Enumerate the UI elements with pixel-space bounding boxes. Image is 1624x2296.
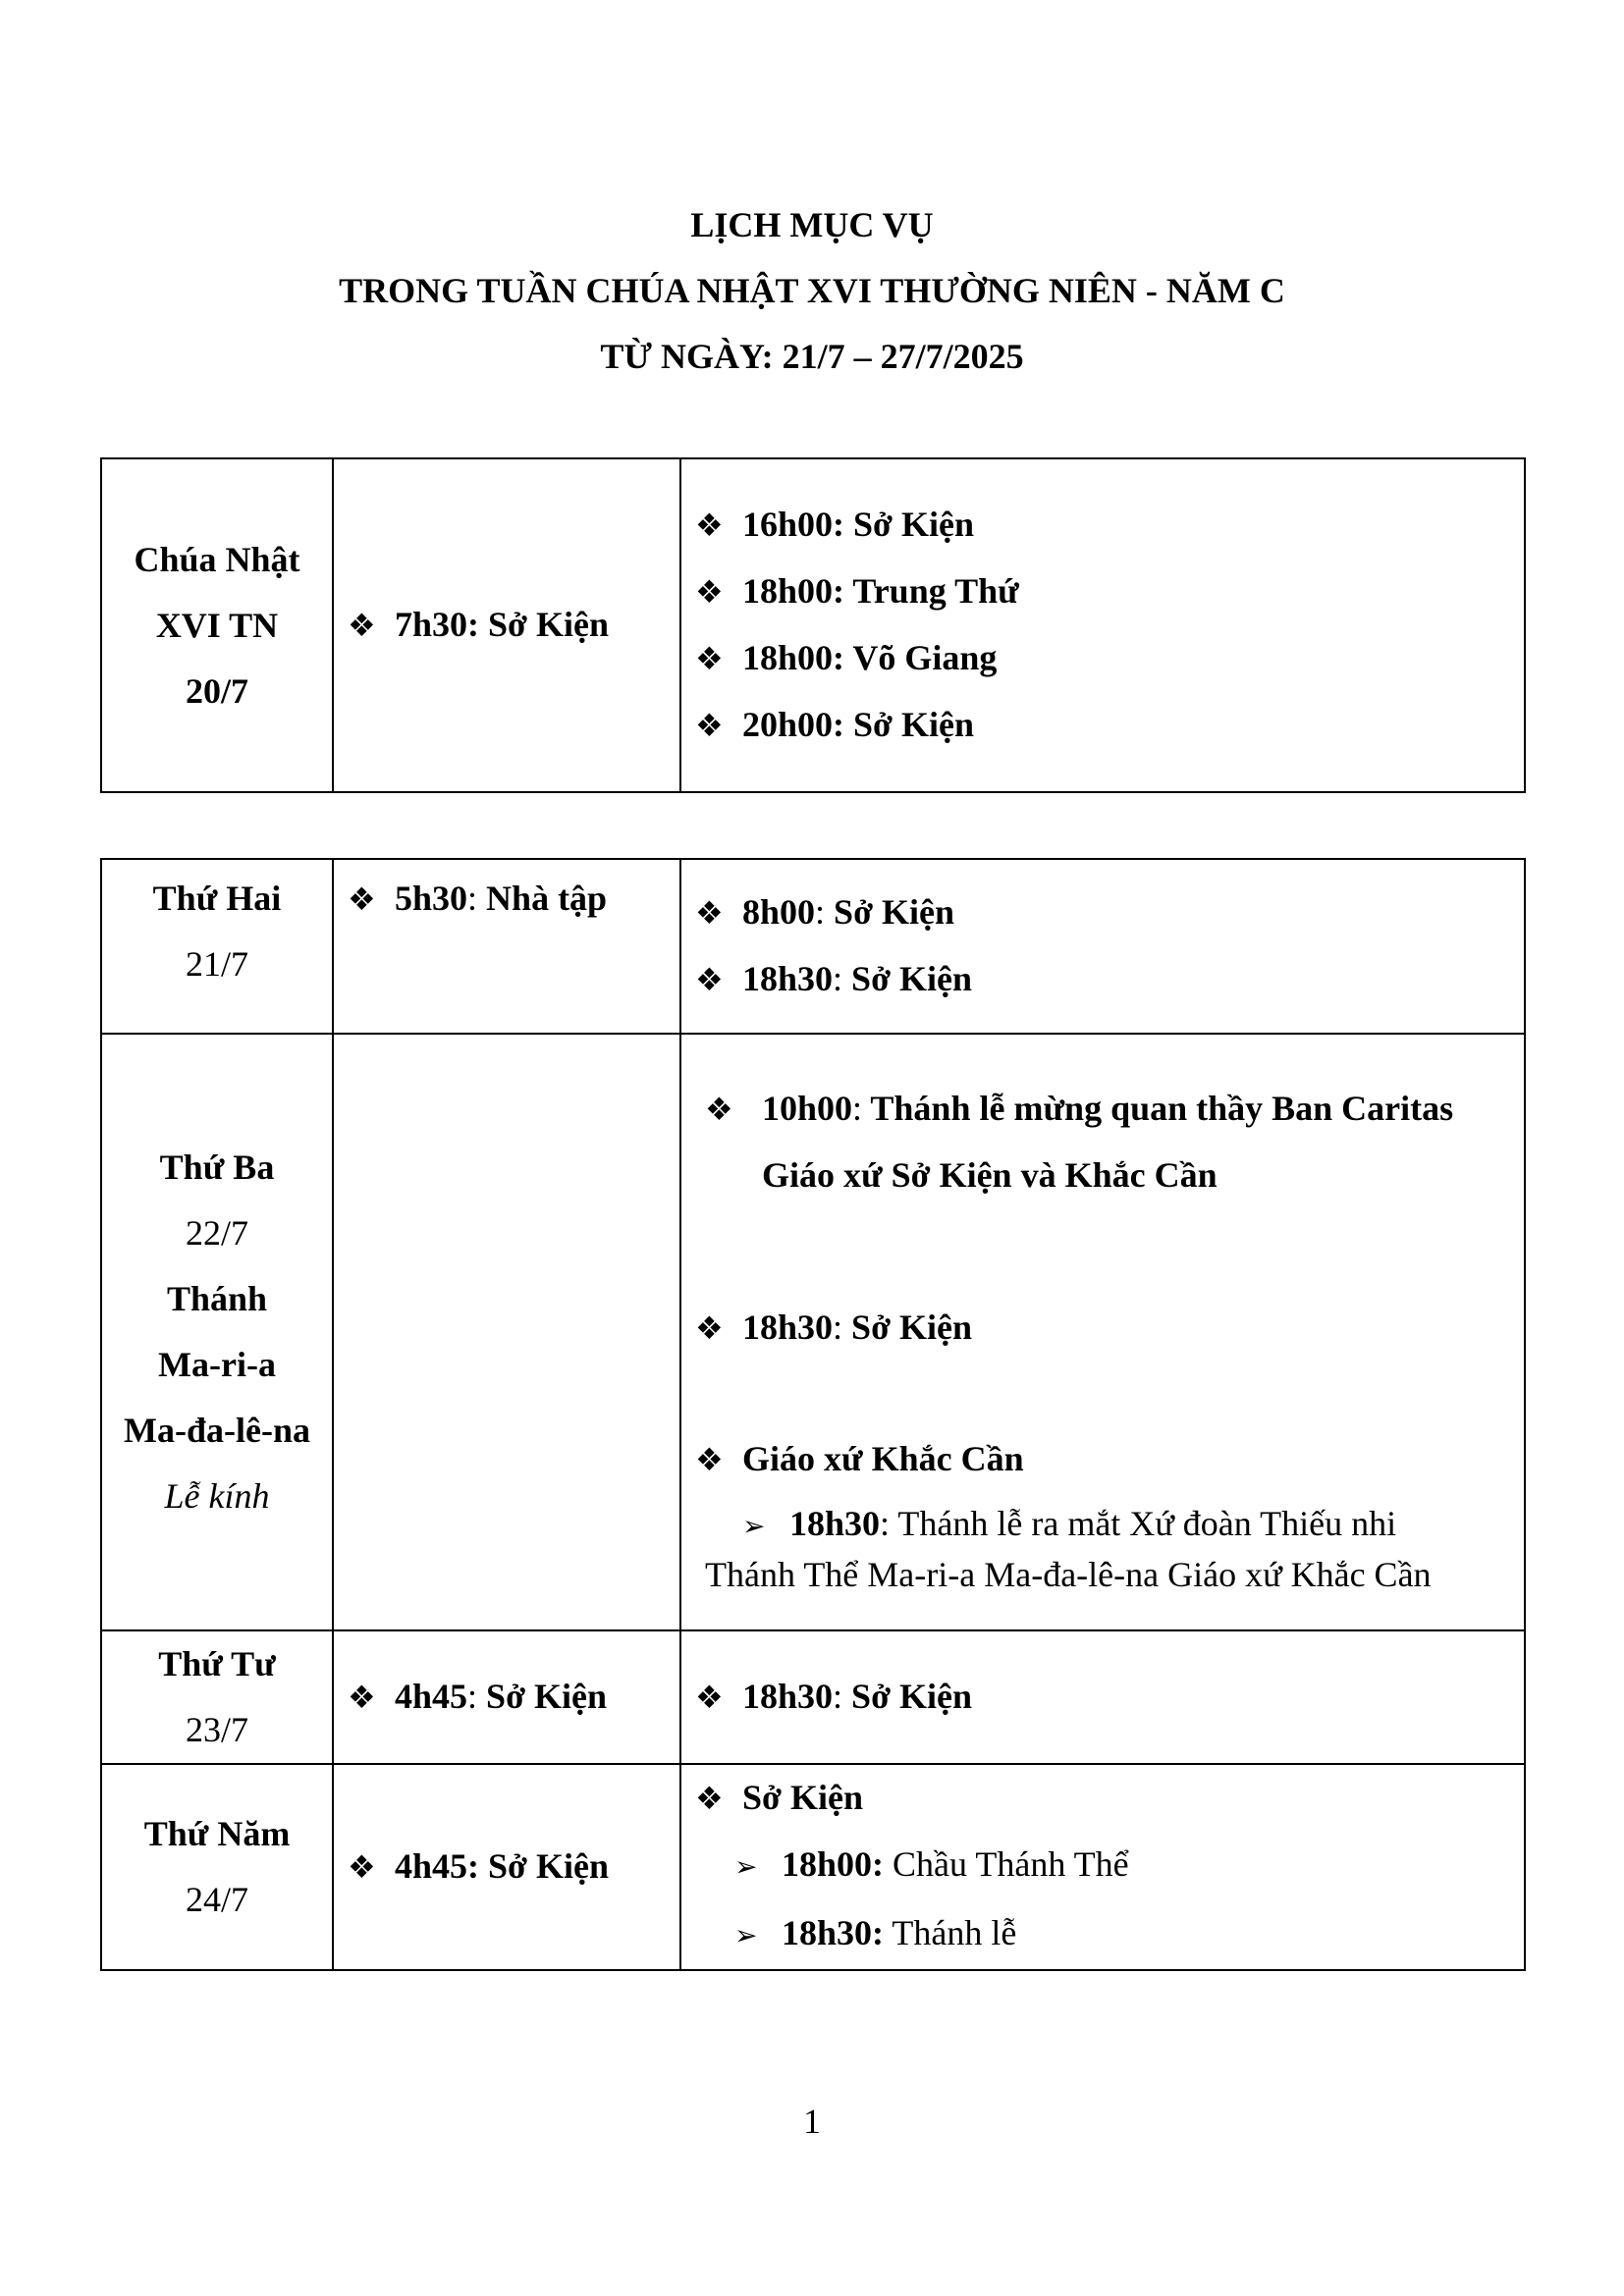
- table-row: [101, 1764, 1525, 1970]
- mass-place: Sở Kiện: [844, 505, 974, 544]
- mass-place: Trung Thứ: [844, 571, 1019, 611]
- morning-cell: [333, 1630, 680, 1764]
- mass-description: Thánh lễ ra mắt Xứ đoàn Thiếu nhi: [890, 1504, 1397, 1543]
- diamond-bullet-icon: ❖: [695, 895, 724, 931]
- list-item: [681, 625, 1524, 692]
- mass-time: 4h45: [395, 1677, 468, 1716]
- day-name: Thứ Hai: [152, 879, 282, 918]
- mass-place: Sở Kiện: [844, 705, 974, 744]
- mass-description-cont: Thánh Thể Ma-ri-a Ma-đa-lê-na Giáo xứ Khắc Cần: [705, 1555, 1432, 1594]
- header-subtitle: TRONG TUẦN CHÚA NHẬT XVI THƯỜNG NIÊN - NĂM C: [339, 271, 1285, 310]
- sub-item: [681, 1832, 1524, 1900]
- day-cell: [101, 859, 333, 1034]
- mass-place: Sở Kiện: [842, 1308, 973, 1347]
- day-cell: [101, 458, 333, 792]
- mass-place: Sở Kiện: [479, 1846, 609, 1886]
- sub-item: ➢ 18h30: Thánh lễ ra mắt Xứ đoàn Thiếu nhi: [681, 1501, 1524, 1550]
- mass-time: 10h00: [762, 1089, 853, 1128]
- header-title: LỊCH MỤC VỤ: [690, 205, 934, 244]
- table-row: [101, 458, 1525, 792]
- evening-cell: [680, 1630, 1525, 1764]
- mass-time: 7h30:: [395, 605, 480, 644]
- day-cell: [101, 1764, 333, 1970]
- list-item: ❖ 5h30: Nhà tập: [334, 860, 679, 933]
- diamond-bullet-icon: ❖: [695, 1781, 724, 1816]
- sub-item: [681, 1900, 1524, 1969]
- day-name: Thứ Năm: [143, 1814, 291, 1853]
- diamond-bullet-icon: ❖: [705, 1092, 733, 1127]
- header-date-range: TỪ NGÀY: 21/7 – 27/7/2025: [600, 337, 1024, 376]
- day-date: 24/7: [185, 1880, 248, 1919]
- list-item: ❖ 10h00: Thánh lễ mừng quan thầy Ban Caritas: [681, 1076, 1524, 1143]
- diamond-bullet-icon: ❖: [695, 574, 724, 610]
- list-item: ❖ 8h00: Sở Kiện: [681, 880, 1524, 946]
- mass-time: 18h30: [742, 1308, 834, 1347]
- mass-time: 18h00:: [742, 638, 845, 677]
- feast-name-line: Ma-đa-lê-na: [124, 1411, 310, 1450]
- mass-time: 18h00:: [742, 571, 845, 611]
- day-feast: XVI TN: [155, 605, 279, 645]
- sunday-schedule-table: [100, 457, 1526, 793]
- mass-description: Thánh lễ: [884, 1913, 1017, 1952]
- parish-name: Giáo xứ Khắc Cần: [742, 1439, 1024, 1478]
- mass-place: Sở Kiện: [479, 605, 609, 644]
- morning-cell: [333, 1034, 680, 1630]
- mass-place: Sở Kiện: [825, 892, 955, 932]
- list-item: ❖ 18h30: Sở Kiện: [681, 1664, 1524, 1731]
- parish-name: Sở Kiện: [742, 1778, 863, 1817]
- diamond-bullet-icon: ❖: [348, 1680, 376, 1715]
- mass-time: 18h30: [742, 959, 834, 998]
- list-item: [681, 492, 1524, 559]
- document-header: [0, 192, 1624, 390]
- day-name: Chúa Nhật: [134, 539, 300, 579]
- mass-time: 20h00:: [742, 705, 845, 744]
- mass-place: Sở Kiện: [477, 1677, 608, 1716]
- morning-cell: [333, 859, 680, 1034]
- evening-cell: [680, 1034, 1525, 1630]
- evening-cell: [680, 1764, 1525, 1970]
- mass-description: Thánh lễ mừng quan thầy Ban Caritas: [862, 1089, 1454, 1128]
- mass-place: Nhà tập: [477, 879, 608, 918]
- day-name: Thứ Tư: [158, 1644, 276, 1683]
- mass-time: 18h30:: [782, 1913, 885, 1952]
- day-date: 22/7: [185, 1213, 248, 1253]
- diamond-bullet-icon: ❖: [695, 507, 724, 543]
- diamond-bullet-icon: ❖: [348, 608, 376, 643]
- table-row: [101, 1630, 1525, 1764]
- diamond-bullet-icon: ❖: [695, 1680, 724, 1715]
- mass-description-cont: Giáo xứ Sở Kiện và Khắc Cần: [762, 1155, 1218, 1195]
- diamond-bullet-icon: ❖: [695, 641, 724, 676]
- list-item: [681, 559, 1524, 625]
- mass-time: 18h00:: [782, 1844, 885, 1884]
- diamond-bullet-icon: ❖: [695, 1310, 724, 1346]
- list-item: [334, 592, 679, 659]
- diamond-bullet-icon: ❖: [695, 1442, 724, 1477]
- mass-place: Sở Kiện: [842, 959, 973, 998]
- day-date: 20/7: [185, 670, 248, 711]
- diamond-bullet-icon: ❖: [348, 881, 376, 917]
- mass-time: 8h00: [742, 892, 816, 932]
- list-item: [681, 1765, 1524, 1832]
- day-date: 23/7: [185, 1710, 248, 1749]
- table-row: [101, 859, 1525, 1034]
- diamond-bullet-icon: ❖: [695, 708, 724, 743]
- mass-time: 16h00:: [742, 505, 845, 544]
- list-item: [681, 692, 1524, 759]
- morning-cell: [333, 458, 680, 792]
- weekday-schedule-table: [100, 858, 1526, 1971]
- mass-time: 18h30: [789, 1504, 881, 1543]
- arrow-bullet-icon: ➢: [734, 1921, 758, 1951]
- feast-name-line: Ma-ri-a: [158, 1345, 276, 1384]
- list-item: ❖ 18h30: Sở Kiện: [681, 1295, 1524, 1362]
- diamond-bullet-icon: ❖: [695, 962, 724, 997]
- mass-place: Sở Kiện: [842, 1677, 973, 1716]
- feast-rank: Lễ kính: [164, 1476, 270, 1516]
- mass-place: Võ Giang: [844, 638, 998, 677]
- diamond-bullet-icon: ❖: [348, 1849, 376, 1885]
- arrow-bullet-icon: ➢: [734, 1852, 758, 1883]
- day-cell: [101, 1630, 333, 1764]
- list-item: [334, 1834, 679, 1900]
- morning-cell: [333, 1764, 680, 1970]
- list-item: ❖ 18h30: Sở Kiện: [681, 946, 1524, 1013]
- evening-cell: [680, 458, 1525, 792]
- list-item: ❖ 4h45: Sở Kiện: [334, 1664, 679, 1731]
- arrow-bullet-icon: ➢: [742, 1512, 766, 1542]
- mass-time: 4h45:: [395, 1846, 480, 1886]
- mass-time: 18h30: [742, 1677, 834, 1716]
- day-date: 21/7: [185, 944, 248, 984]
- evening-cell: [680, 859, 1525, 1034]
- page-number: 1: [803, 2102, 821, 2141]
- mass-description: Chầu Thánh Thể: [884, 1844, 1129, 1884]
- feast-name-line: Thánh: [166, 1279, 268, 1318]
- list-item: [681, 1426, 1524, 1493]
- day-name: Thứ Ba: [159, 1148, 275, 1187]
- table-row: [101, 1034, 1525, 1630]
- mass-time: 5h30: [395, 879, 468, 918]
- day-cell: [101, 1034, 333, 1630]
